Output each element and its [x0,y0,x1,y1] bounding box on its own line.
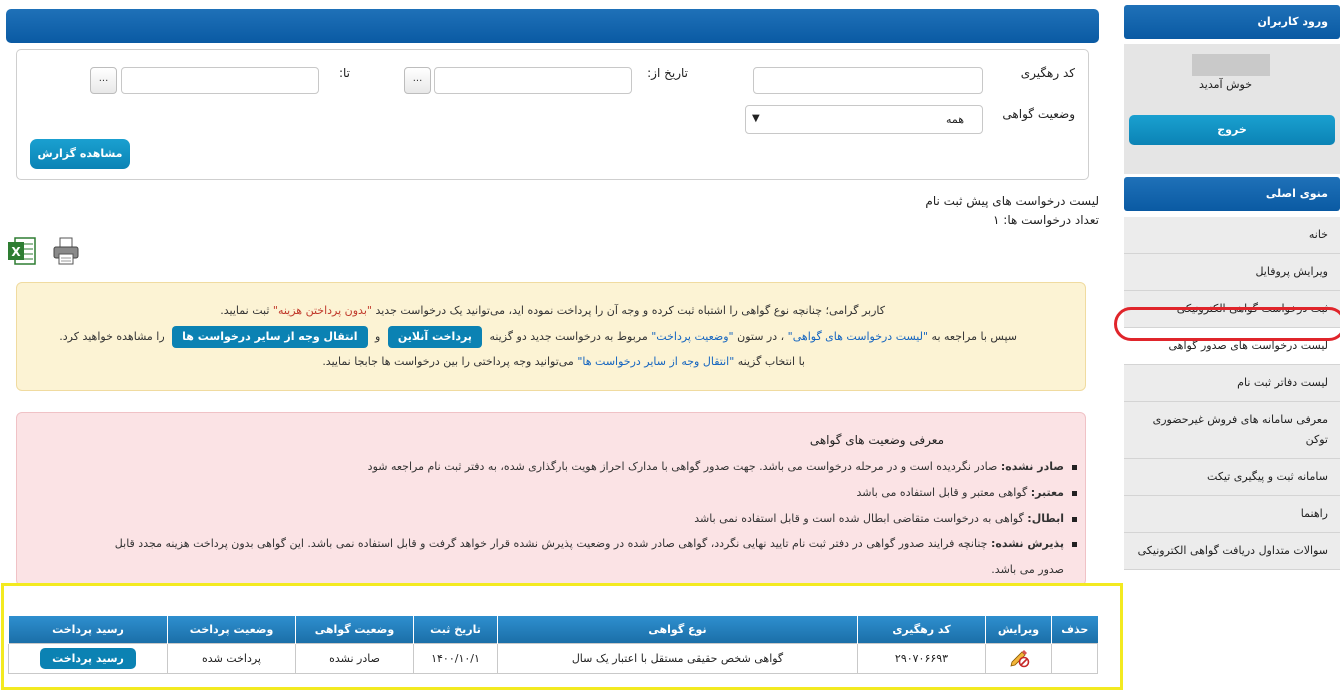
excel-icon[interactable] [7,236,37,266]
edit-cell [986,643,1052,673]
request-count: تعداد درخواست ها: ۱ [993,213,1099,227]
notice-text: را مشاهده خواهید کرد. [59,330,165,343]
bullet-icon [1072,465,1077,470]
top-header-bar [6,9,1099,43]
payment-status-cell: پرداخت شده [168,643,296,673]
menu-item-new-certificate[interactable]: ثبت درخواست گواهی الکترونیکی [1124,291,1340,328]
welcome-text: خوش آمدید [1199,78,1252,91]
notice-link-text: "وضعیت پرداخت" [651,330,734,343]
status-desc: چنانچه فرایند صدور گواهی در دفتر ثبت نام تایید نهایی نگردد، گواهی صادر شده در وضعیت پذیرش نشده قرار خواهد گرفت و قابل استفاده نمی باشد. این گواهی بدون پرداخت هزینه مجدد قابل [114,537,991,550]
status-term: صادر نشده: [1000,460,1064,473]
date-to-picker-button[interactable]: ... [90,67,117,94]
status-desc: صادر نگردیده است و در مرحله درخواست می باشد. جهت صدور گواهی با مدارک احراز هویت بارگذاری شده، به دفتر ثبت نام مراجعه شود [367,460,1001,473]
status-term: ابطال: [1027,512,1064,525]
notice-line-2 [59,326,1017,348]
notice-link-text: "لیست درخواست های گواهی" [787,330,929,343]
notice-text: مربوط به درخواست جدید دو گزینه [489,330,652,343]
col-header-receipt: رسید پرداخت [9,616,168,643]
view-report-button[interactable]: مشاهده گزارش [30,139,130,169]
menu-item-faq[interactable]: سوالات متداول دریافت گواهی الکترونیکی [1124,533,1340,570]
col-header-date: تاریخ ثبت [414,616,498,643]
notice-text: ، در ستون [733,330,788,343]
username-placeholder [1192,54,1270,76]
status-term: پذیرش نشده: [990,537,1064,550]
col-header-cert-status: وضعیت گواهی [296,616,414,643]
status-desc: گواهی به درخواست متقاضی ابطال شده است و قابل استفاده نمی باشد [694,512,1028,525]
list-title: لیست درخواست های پیش ثبت نام [925,194,1099,208]
date-from-input[interactable] [434,67,632,94]
receipt-cell [9,643,168,673]
menu-item-help[interactable]: راهنما [1124,496,1340,533]
status-term: معتبر: [1030,486,1064,499]
menu-item-registration-offices[interactable]: لیست دفاتر ثبت نام [1124,365,1340,402]
status-item [368,460,1077,473]
table-row [9,643,1098,673]
menu-item-token-sales[interactable]: معرفی سامانه های فروش غیرحضوری توکن [1124,402,1340,459]
menu-item-certificate-requests[interactable]: لیست درخواست های صدور گواهی [1124,328,1340,365]
status-item [856,486,1077,499]
bullet-icon [1072,542,1077,547]
filter-panel [16,49,1089,180]
payment-notice [16,282,1086,391]
status-select[interactable] [745,105,983,134]
requests-table [8,616,1098,674]
tracking-code-cell: ۲۹۰۷۰۶۶۹۳ [858,643,986,673]
date-from-picker-button[interactable]: ... [404,67,431,94]
main-menu-title: منوی اصلی [1265,187,1328,200]
main-menu-header [1124,177,1340,211]
cert-status-cell: صادر نشده [296,643,414,673]
bullet-icon [1072,517,1077,522]
transfer-payment-button[interactable]: انتقال وجه از سایر درخواست ها [172,326,367,348]
edit-pencil-icon[interactable] [1008,658,1030,671]
online-payment-button[interactable]: پرداخت آنلاین [388,326,482,348]
col-header-delete: حذف [1052,616,1098,643]
tracking-code-label: کد رهگیری [1020,66,1075,80]
status-info-title: معرفی وضعیت های گواهی [809,433,944,447]
bullet-icon [1072,491,1077,496]
notice-text: کاربر گرامی؛ چنانچه نوع گواهی را اشتباه ثبت کرده و وجه آن را پرداخت نموده اید، می‌توانید یک درخواست جدید [371,304,885,317]
notice-line-3 [322,355,805,368]
printer-icon[interactable] [51,236,81,266]
col-header-tracking-code: کد رهگیری [858,616,986,643]
notice-text: و [375,330,381,343]
notice-text: با انتخاب گزینه [734,355,805,368]
status-select-value: همه [945,113,964,126]
login-panel-header [1124,5,1340,39]
notice-line-1 [220,304,885,317]
date-to-input[interactable] [121,67,319,94]
delete-cell [1052,643,1098,673]
payment-receipt-button[interactable]: رسید پرداخت [40,648,136,669]
main-menu [1124,217,1340,570]
svg-text:X: X [11,245,21,259]
notice-link-text: "انتقال وجه از سایر درخواست ها" [577,355,735,368]
status-item-continued: صدور می باشد. [991,563,1064,576]
col-header-edit: ویرایش [986,616,1052,643]
date-from-label: تاریخ از: [647,66,688,80]
date-cell: ۱۴۰۰/۱۰/۱ [414,643,498,673]
tracking-code-input[interactable] [753,67,983,94]
status-item [694,512,1077,525]
menu-item-tickets[interactable]: سامانه ثبت و پیگیری تیکت [1124,459,1340,496]
notice-text: می‌توانید وجه پرداختی را بین درخواست ها جابجا نمایید. [322,355,578,368]
cert-type-cell: گواهی شخص حقیقی مستقل با اعتبار یک سال [498,643,858,673]
menu-item-edit-profile[interactable]: ویرایش پروفایل [1124,254,1340,291]
logout-button[interactable]: خروج [1129,115,1335,145]
date-to-label: تا: [338,66,350,80]
col-header-cert-type: نوع گواهی [498,616,858,643]
notice-text: سپس با مراجعه به [928,330,1017,343]
menu-highlight-circle [1114,307,1340,341]
status-label: وضعیت گواهی [1002,107,1075,121]
status-info-box [16,412,1086,586]
status-item [115,537,1077,550]
col-header-payment-status: وضعیت پرداخت [168,616,296,643]
notice-text: ثبت نمایید. [220,304,273,317]
login-panel-title: ورود کاربران [1257,15,1328,28]
chevron-down-icon: ▼ [752,113,760,124]
status-desc: گواهی معتبر و قابل استفاده می باشد [856,486,1031,499]
notice-highlight: "بدون پرداختن هزینه" [272,304,372,317]
menu-item-home[interactable]: خانه [1124,217,1340,254]
login-panel [1124,44,1340,174]
